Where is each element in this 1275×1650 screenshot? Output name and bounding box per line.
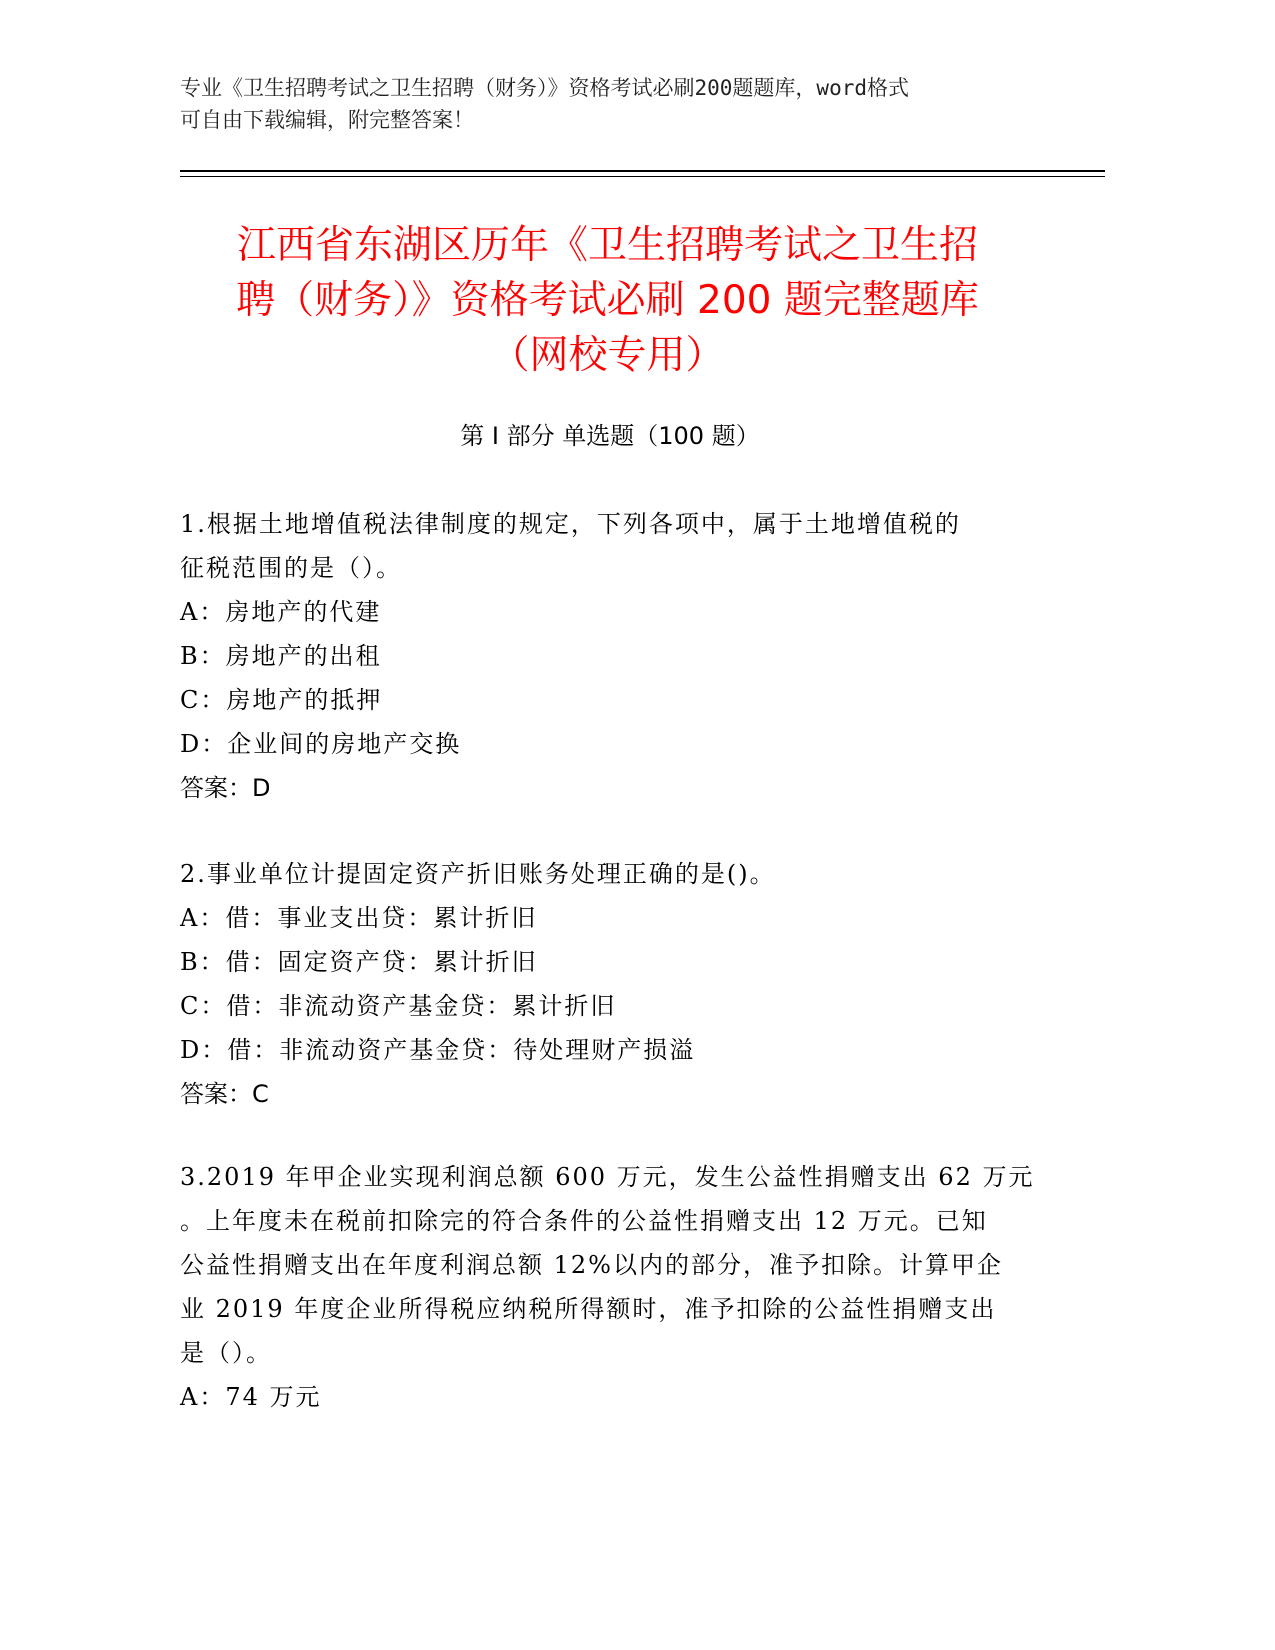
header-line-1: 专业《卫生招聘考试之卫生招聘（财务）》资格考试必刷200题题库，word格式 xyxy=(180,76,909,100)
question-stem-line: 业 2019 年度企业所得税应纳税所得额时，准予扣除的公益性捐赠支出 xyxy=(180,1295,997,1323)
question-stem-line: 1.根据土地增值税法律制度的规定，下列各项中，属于土地增值税的 xyxy=(180,510,961,538)
option-d: D：企业间的房地产交换 xyxy=(180,730,462,758)
question-stem-line: 征税范围的是（）。 xyxy=(180,554,402,582)
question-1 xyxy=(180,502,1040,810)
option-b: B：借：固定资产贷：累计折旧 xyxy=(180,948,538,976)
document-title xyxy=(170,218,1045,383)
question-2 xyxy=(180,852,1040,1116)
header-line-2: 可自由下载编辑，附完整答案！ xyxy=(180,108,474,132)
option-d: D：借：非流动资产基金贷：待处理财产损溢 xyxy=(180,1036,696,1064)
question-3 xyxy=(180,1155,1040,1419)
question-stem-line: 2.事业单位计提固定资产折旧账务处理正确的是()。 xyxy=(180,860,776,888)
question-stem-line: 3.2019 年甲企业实现利润总额 600 万元，发生公益性捐赠支出 62 万元 xyxy=(180,1163,1035,1191)
question-stem-line: 公益性捐赠支出在年度利润总额 12%以内的部分，准予扣除。计算甲企 xyxy=(180,1251,1003,1279)
option-a: A：房地产的代建 xyxy=(180,598,382,626)
question-stem-line: 是（）。 xyxy=(180,1339,272,1367)
section-title: 第 I 部分 单选题（100 题） xyxy=(460,422,760,450)
option-b: B：房地产的出租 xyxy=(180,642,382,670)
title-line-2: 聘（财务）》资格考试必刷 200 题完整题库 xyxy=(236,278,979,323)
answer: 答案：C xyxy=(180,1080,269,1108)
title-line-3: （网校专用） xyxy=(490,333,725,378)
option-a: A：74 万元 xyxy=(180,1383,322,1411)
document-header xyxy=(180,72,1080,136)
title-line-1: 江西省东湖区历年《卫生招聘考试之卫生招 xyxy=(236,223,978,268)
option-c: C：房地产的抵押 xyxy=(180,686,383,714)
question-stem-line: 。上年度未在税前扣除完的符合条件的公益性捐赠支出 12 万元。已知 xyxy=(180,1207,988,1235)
header-rule-thin xyxy=(180,176,1105,177)
header-rule-thick xyxy=(180,170,1105,172)
option-a: A：借：事业支出贷：累计折旧 xyxy=(180,904,538,932)
option-c: C：借：非流动资产基金贷：累计折旧 xyxy=(180,992,617,1020)
answer: 答案：D xyxy=(180,774,271,802)
